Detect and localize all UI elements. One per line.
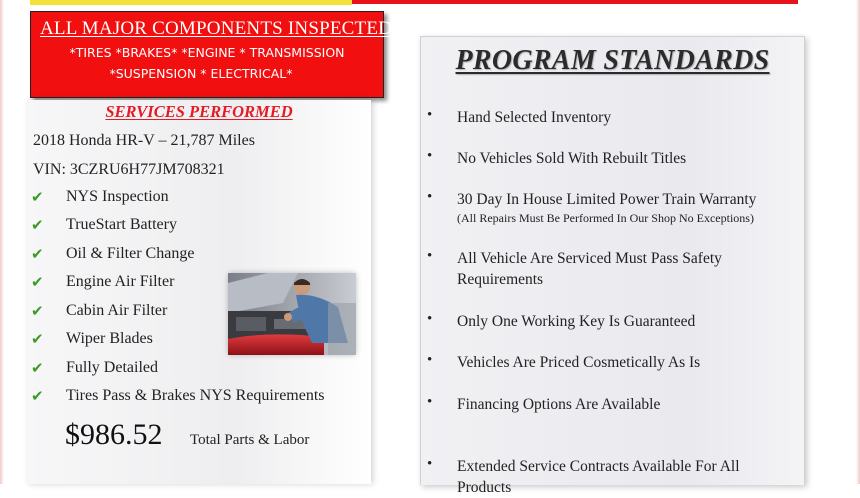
service-label: Cabin Air Filter (66, 302, 168, 319)
service-label: Oil & Filter Change (66, 245, 195, 262)
check-icon: ✔ (31, 188, 44, 206)
page-border-left (0, 0, 4, 484)
total-price: $986.52 (65, 418, 163, 451)
standard-text-main: 30 Day In House Limited Power Train Warranty (457, 191, 757, 208)
service-label: Tires Pass & Brakes NYS Requirements (66, 387, 325, 404)
service-label: Engine Air Filter (66, 273, 175, 290)
standard-text: Only One Working Key Is Guaranteed (457, 313, 696, 330)
components-banner (30, 11, 393, 98)
bullet-icon: • (427, 394, 433, 410)
bullet-icon: • (427, 311, 433, 327)
mechanic-photo (228, 273, 356, 355)
price-note: Total Parts & Labor (190, 432, 310, 448)
services-panel (27, 100, 371, 484)
standard-text: All Vehicle Are Serviced Must Pass Safety Requirements (457, 250, 722, 288)
bullet-icon: • (427, 107, 433, 123)
bullet-icon: • (427, 352, 433, 368)
bullet-icon: • (427, 456, 433, 472)
vehicle-description: 2018 Honda HR-V – 21,787 Miles (33, 132, 255, 149)
standard-text: Extended Service Contracts Available For All Products (457, 458, 740, 496)
bullet-icon: • (427, 189, 433, 205)
check-icon: ✔ (31, 330, 44, 348)
check-icon: ✔ (31, 302, 44, 320)
program-standards-panel (420, 36, 805, 496)
vehicle-vin: VIN: 3CZRU6H77JM708321 (33, 161, 225, 178)
standard-text: Vehicles Are Priced Cosmetically As Is (457, 354, 701, 371)
page-border-right (856, 0, 860, 484)
top-stripe-yellow (30, 0, 352, 5)
service-label: NYS Inspection (66, 188, 169, 205)
check-icon: ✔ (31, 245, 44, 263)
banner-line-1: *TIRES *BRAKES* *ENGINE * TRANSMISSION (69, 45, 345, 60)
standard-text: Financing Options Are Available (457, 396, 661, 413)
standard-text: No Vehicles Sold With Rebuilt Titles (457, 150, 687, 167)
standards-title: PROGRAM STANDARDS (455, 45, 770, 76)
bullet-icon: • (427, 248, 433, 264)
banner-line-2: *SUSPENSION * ELECTRICAL* (109, 66, 293, 81)
standard-text (457, 189, 797, 226)
check-icon: ✔ (31, 216, 44, 234)
service-label: TrueStart Battery (66, 216, 177, 233)
bullet-icon: • (427, 148, 433, 164)
check-icon: ✔ (31, 273, 44, 291)
top-stripe-red (352, 0, 798, 4)
standard-text-note: (All Repairs Must Be Performed In Our Shop No Exceptions) (457, 211, 754, 225)
standard-text: Hand Selected Inventory (457, 109, 612, 126)
services-heading: SERVICES PERFORMED (105, 102, 293, 121)
check-icon: ✔ (31, 359, 44, 377)
service-label: Fully Detailed (66, 359, 158, 376)
service-label: Wiper Blades (66, 330, 153, 347)
banner-title: ALL MAJOR COMPONENTS INSPECTED (40, 18, 393, 39)
check-icon: ✔ (31, 387, 44, 405)
